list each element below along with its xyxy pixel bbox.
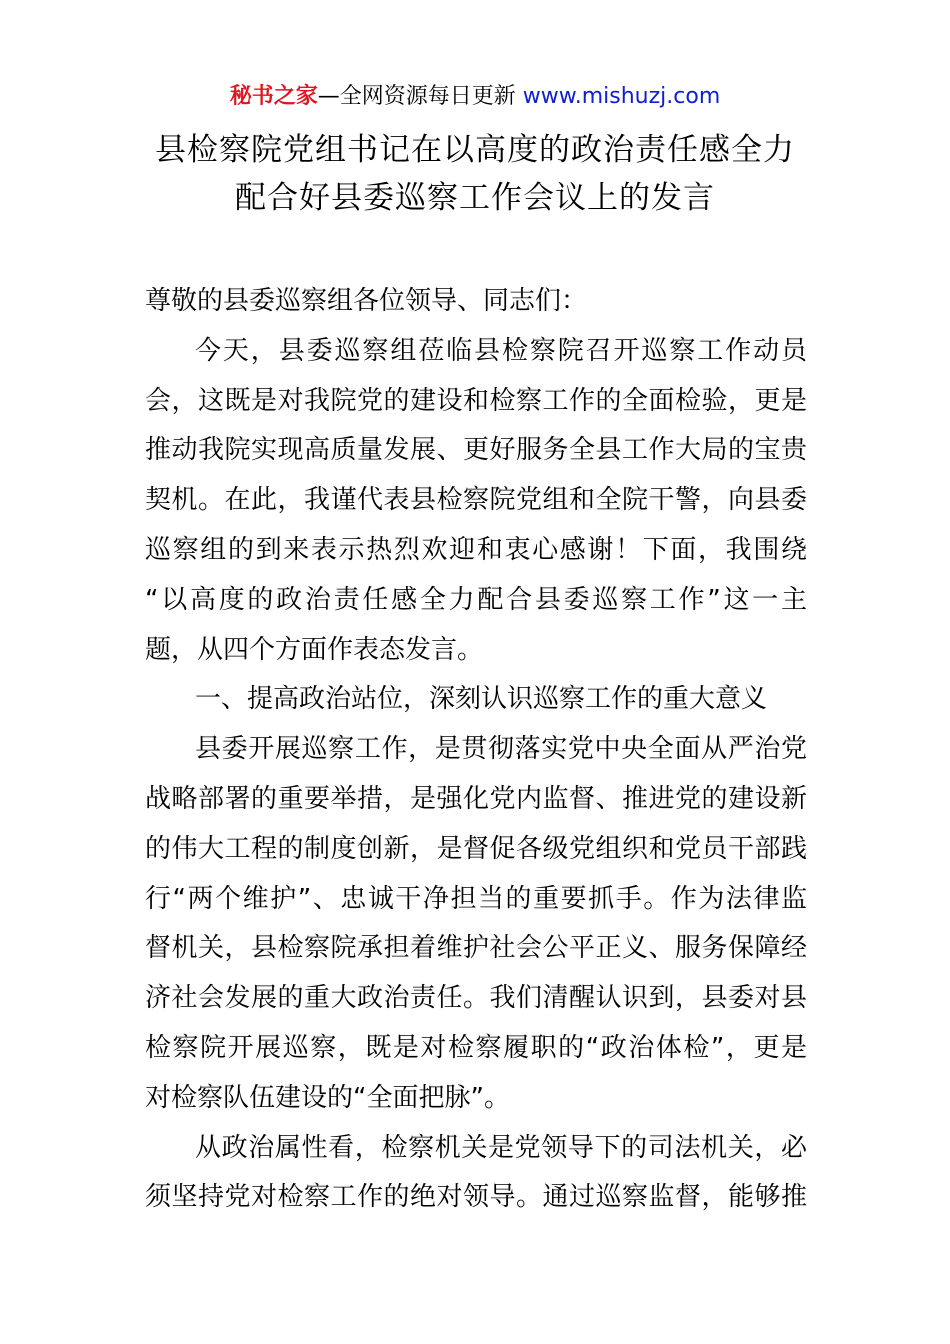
paragraph-line: 县委开展巡察工作，是贯彻落实党中央全面从严治党 bbox=[195, 734, 807, 765]
paragraph-line: 检察院开展巡察，既是对检察履职的“政治体检”，更是 bbox=[145, 1032, 807, 1063]
paragraph-line: 题，从四个方面作表态发言。 bbox=[145, 634, 484, 665]
paragraph-line: 契机。在此，我谨代表县检察院党组和全院干警，向县委 bbox=[145, 485, 807, 516]
paragraph-line: 推动我院实现高质量发展、更好服务全县工作大局的宝贵 bbox=[145, 435, 807, 466]
document-title bbox=[90, 126, 860, 222]
brand-name: 秘书之家 bbox=[229, 84, 318, 109]
paragraph-line: 行“两个维护”、忠诚干净担当的重要抓手。作为法律监 bbox=[145, 883, 807, 914]
site-banner bbox=[0, 82, 950, 112]
paragraph-line: 从政治属性看，检察机关是党领导下的司法机关，必 bbox=[195, 1132, 807, 1163]
paragraph-line: 巡察组的到来表示热烈欢迎和衷心感谢！下面，我围绕 bbox=[145, 534, 807, 565]
paragraph-line: 对检察队伍建设的“全面把脉”。 bbox=[145, 1082, 510, 1113]
paragraph-line: 督机关，县检察院承担着维护社会公平正义、服务保障经 bbox=[145, 933, 807, 964]
title-line-1: 县检察院党组书记在以高度的政治责任感全力 bbox=[155, 132, 795, 168]
paragraph-line: 战略部署的重要举措，是强化党内监督、推进党的建设新 bbox=[145, 783, 807, 814]
section-heading: 一、提高政治站位，深刻认识巡察工作的重大意义 bbox=[195, 684, 768, 715]
paragraph-line: 须坚持党对检察工作的绝对领导。通过巡察监督，能够推 bbox=[145, 1182, 807, 1213]
paragraph-line: “以高度的政治责任感全力配合县委巡察工作”这一主 bbox=[145, 584, 807, 615]
salutation: 尊敬的县委巡察组各位领导、同志们： bbox=[145, 286, 588, 316]
title-line-2: 配合好县委巡察工作会议上的发言 bbox=[235, 180, 715, 216]
document-body bbox=[145, 277, 807, 1223]
paragraph-line: 会，这既是对我院党的建设和检察工作的全面检验，更是 bbox=[145, 385, 807, 416]
paragraph-line: 今天，县委巡察组莅临县检察院召开巡察工作动员 bbox=[195, 335, 807, 366]
banner-tagline: —全网资源每日更新 bbox=[317, 84, 523, 109]
banner-url-link[interactable]: www.mishuzj.com bbox=[522, 84, 721, 109]
paragraph-line: 的伟大工程的制度创新，是督促各级党组织和党员干部践 bbox=[145, 833, 807, 864]
paragraph-line: 济社会发展的重大政治责任。我们清醒认识到，县委对县 bbox=[145, 983, 807, 1014]
